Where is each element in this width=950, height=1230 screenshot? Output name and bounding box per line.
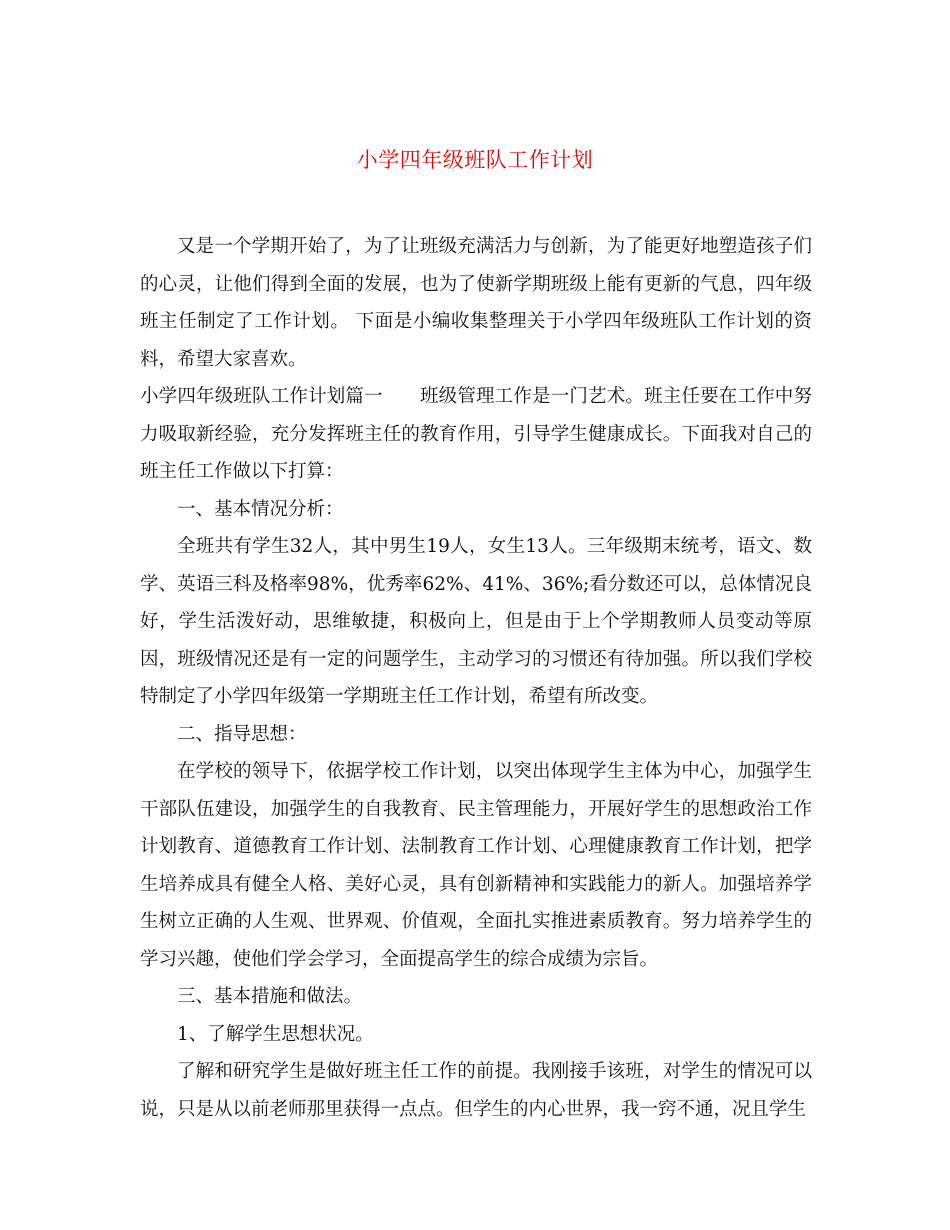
part-one-heading: 小学四年级班队工作计划篇一 (140, 386, 383, 407)
part-one-text: 班级管理工作是一门艺术。班主任要在工作中努力吸取新经验，充分发挥班主任的教育作用，引导学生健康成长。下面我对自己的班主任工作做以下打算： (140, 386, 812, 482)
section1-heading: 一、基本情况分析： (177, 498, 344, 520)
subsection1-paragraph: 了解和研究学生是做好班主任工作的前提。我刚接手该班，对学生的情况可以说，只是从以前老师那里获得一点点。但学生的内心世界，我一窍不通，况且学生 (140, 1061, 812, 1120)
section2-heading: 二、指导思想： (177, 723, 307, 745)
section2-paragraph: 在学校的领导下，依据学校工作计划，以突出体现学生主体为中心，加强学生干部队伍建设，加强学生的自我教育、民主管理能力，开展好学生的思想政治工作计划教育、道德教育工作计划、法制教育工作计划、心理健康教育工作计划，把学生培养成具有健全人格、美好心灵，具有创新精神和实践能力的新人。加强培养学生树立正确的人生观、世界观、价值观，全面扎实推进素质教育。努力培养学生的学习兴趣，使他们学会学习，全面提高学生的综合成绩为宗旨。 (140, 761, 812, 970)
document-body (140, 228, 812, 1128)
part-one-paragraph (140, 378, 812, 491)
section3-heading: 三、基本措施和做法。 (177, 986, 363, 1007)
section1-paragraph: 全班共有学生32人，其中男生19人，女生13人。三年级期末统考，语文、数学、英语三科及格率98%，优秀率62%、41%、36%;看分数还可以，总体情况良好，学生活泼好动，思维敏捷，积极向上，但是由于上个学期教师人员变动等原因，班级情况还是有一定的问题学生，主动学习的习惯还有待加强。所以我们学校特制定了小学四年级第一学期班主任工作计划，希望有所改变。 (140, 536, 812, 707)
intro-paragraph: 又是一个学期开始了，为了让班级充满活力与创新，为了能更好地塑造孩子们的心灵，让他们得到全面的发展，也为了使新学期班级上能有更新的气息，四年级班主任制定了工作计划。 下面是小编收集整理关于小学四年级班队工作计划的资料，希望大家喜欢。 (140, 236, 812, 370)
document-title: 小学四年级班队工作计划 (356, 148, 594, 172)
subsection1-heading: 1、了解学生思想状况。 (177, 1023, 374, 1045)
